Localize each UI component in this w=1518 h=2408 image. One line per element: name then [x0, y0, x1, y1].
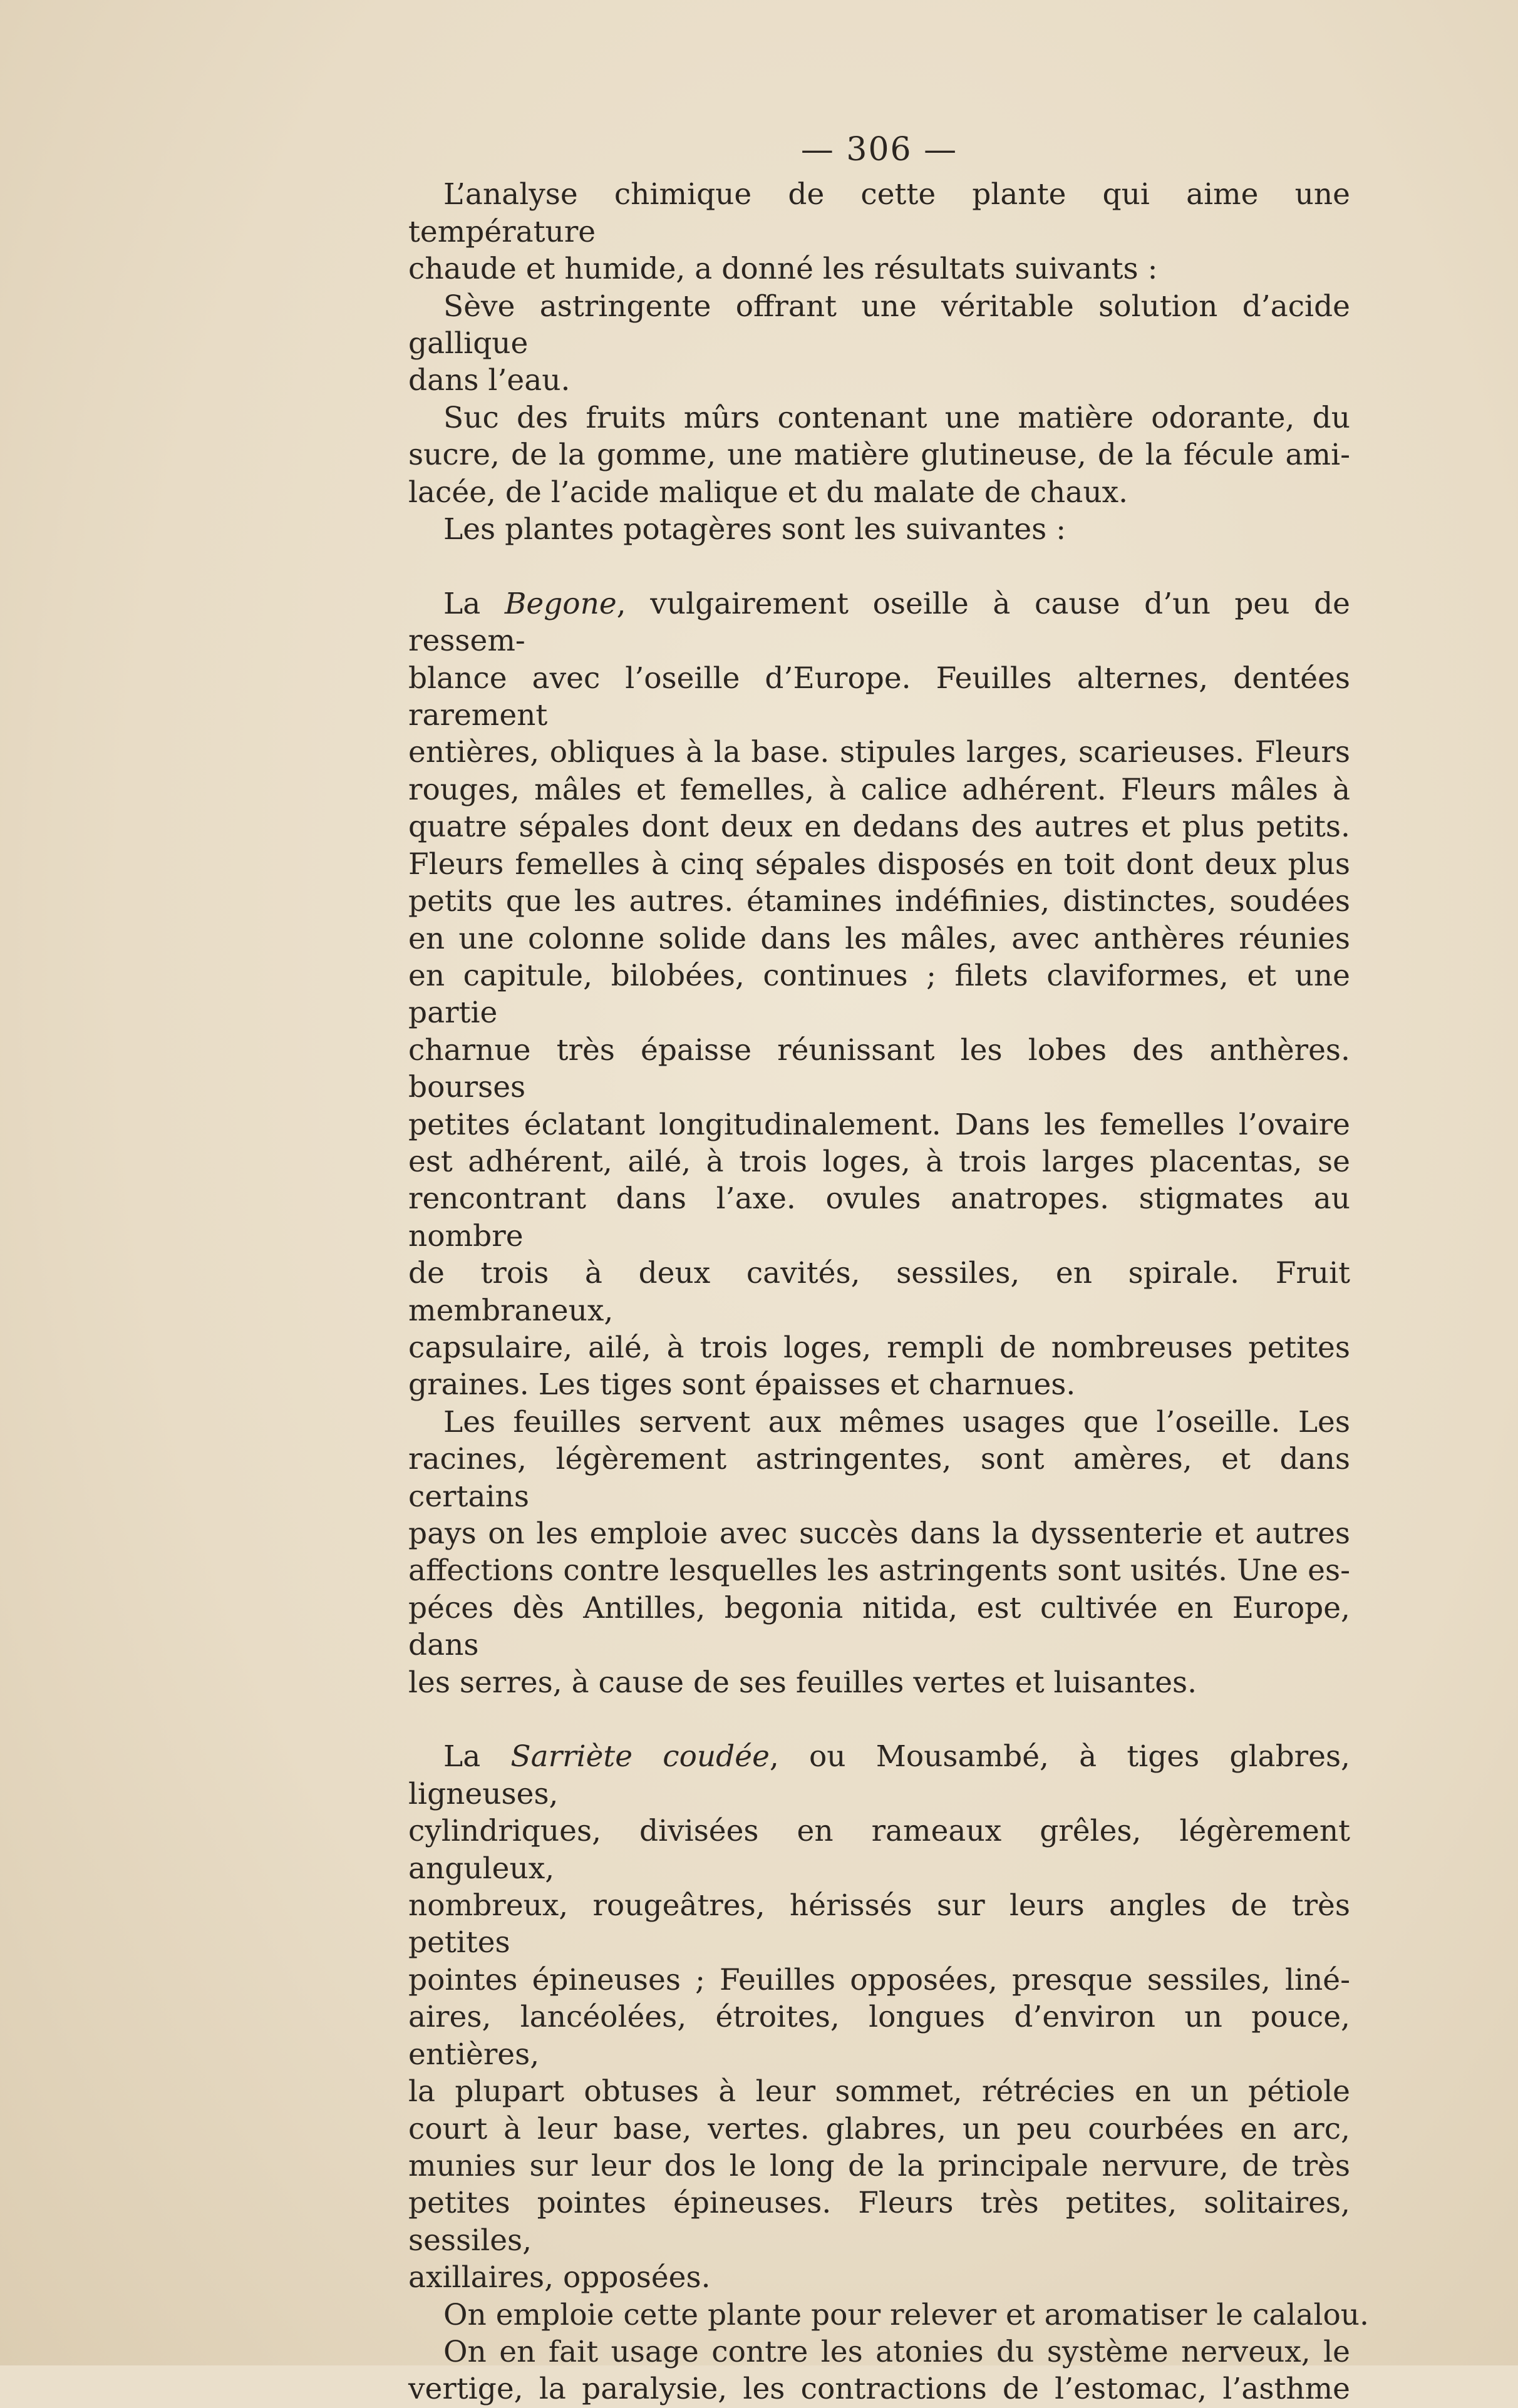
plant-name: Sarriète coudée	[510, 1739, 770, 1774]
paragraph-gap	[408, 1701, 1350, 1738]
text-line: en capitule, bilobées, continues ; filets claviformes, et une partie	[408, 958, 1350, 1031]
text-line: rencontrant dans l’axe. ovules anatropes. stigmates au nombre	[408, 1181, 1350, 1253]
text-line: axillaires, opposées.	[408, 2260, 711, 2295]
text-line: Suc des fruits mûrs contenant une matière odorante, du	[443, 400, 1350, 435]
text-line: charnue très épaisse réunissant les lobes des anthères. bourses	[408, 1032, 1350, 1105]
text-line: pointes épineuses ; Feuilles opposées, presque sessiles, liné-	[408, 1962, 1350, 1997]
text-line: Les plantes potagères sont les suivantes :	[443, 512, 1066, 547]
text-line: La Sarriète coudée, ou Mousambé, à tiges glabres, ligneuses,	[408, 1739, 1351, 1811]
paragraph-seve	[408, 288, 1350, 399]
paragraph-plantes-potageres	[408, 511, 1350, 548]
text-line: est adhérent, ailé, à trois loges, à trois larges placentas, se	[408, 1144, 1350, 1179]
text-line: quatre sépales dont deux en dedans des autres et plus petits.	[408, 810, 1350, 845]
text-line: lacée, de l’acide malique et du malate de chaux.	[408, 475, 1128, 510]
paragraph-gap	[408, 548, 1350, 585]
text-line: petits que les autres. étamines indéfinies, distinctes, soudées	[408, 884, 1350, 919]
text-line: cylindriques, divisées en rameaux grêles, légèrement anguleux,	[408, 1814, 1350, 1886]
text-line: en une colonne solide dans les mâles, avec anthères réunies	[408, 921, 1350, 956]
text-line: sucre, de la gomme, une matière glutineuse, de la fécule ami-	[408, 438, 1350, 473]
text-line: entières, obliques à la base. stipules larges, scarieuses. Fleurs	[408, 735, 1350, 770]
text-line: munies sur leur dos le long de la principale nervure, de très	[408, 2148, 1350, 2183]
text-line: péces dès Antilles, begonia nitida, est cultivée en Europe, dans	[408, 1590, 1350, 1663]
text-line: court à leur base, vertes. glabres, un peu courbées en arc,	[408, 2111, 1350, 2146]
page-number: — 306 —	[800, 131, 958, 168]
text-line: graines. Les tiges sont épaisses et charnues.	[408, 1367, 1076, 1402]
text-line: racines, légèrement astringentes, sont amères, et dans certains	[408, 1442, 1350, 1514]
text-line: de trois à deux cavités, sessiles, en spirale. Fruit membraneux,	[408, 1256, 1350, 1328]
text-line: dans l’eau.	[408, 363, 571, 398]
text-line: la plupart obtuses à leur sommet, rétrécies en un pétiole	[408, 2074, 1350, 2109]
text-line: rouges, mâles et femelles, à calice adhérent. Fleurs mâles à	[408, 772, 1350, 807]
text-line: capsulaire, ailé, à trois loges, rempli de nombreuses petites	[408, 1330, 1350, 1365]
paragraph-suc	[408, 399, 1350, 511]
text-line: aires, lancéolées, étroites, longues d’environ un pouce, entières,	[408, 2000, 1350, 2072]
paragraph-analysis	[408, 176, 1350, 287]
text-line: petites éclatant longitudinalement. Dans les femelles l’ovaire	[408, 1107, 1350, 1142]
text-line: Fleurs femelles à cinq sépales disposés en toit dont deux plus	[408, 846, 1350, 882]
paragraph-usage	[408, 2333, 1350, 2408]
paragraph-begone	[408, 585, 1350, 1404]
text-line: Sève astringente offrant une véritable solution d’acide gallique	[408, 289, 1350, 361]
paragraph-sarriete	[408, 1738, 1350, 2296]
paragraph-calalou	[408, 2297, 1369, 2333]
text-line: L’analyse chimique de cette plante qui aime une température	[408, 177, 1350, 249]
text-block	[408, 131, 1369, 2408]
text-line: chaude et humide, a donné les résultats suivants :	[408, 252, 1158, 287]
text-line: nombreux, rougeâtres, hérissés sur leurs angles de très petites	[408, 1888, 1350, 1960]
text-line: petites pointes épineuses. Fleurs très petites, solitaires, sessiles,	[408, 2186, 1350, 2258]
text-line: On emploie cette plante pour relever et aromatiser le calalou.	[443, 2297, 1369, 2332]
text-line: les serres, à cause de ses feuilles vertes et luisantes.	[408, 1665, 1197, 1700]
text-line: affections contre lesquelles les astringents sont usités. Une es-	[408, 1553, 1350, 1588]
text-line: La Begone, vulgairement oseille à cause d’un peu de ressem-	[408, 586, 1351, 659]
text-line: blance avec l’oseille d’Europe. Feuilles alternes, dentées rarement	[408, 661, 1350, 733]
plant-name: Begone	[504, 586, 617, 621]
text-line: pays on les emploie avec succès dans la dyssenterie et autres	[408, 1516, 1350, 1551]
text-line: On en fait usage contre les atonies du système nerveux, le	[443, 2334, 1350, 2369]
text-line: vertige, la paralysie, les contractions de l’estomac, l’asthme	[408, 2372, 1350, 2407]
text-line: Les feuilles servent aux mêmes usages que l’oseille. Les	[443, 1404, 1350, 1439]
paragraph-begone-usages	[408, 1404, 1350, 1701]
